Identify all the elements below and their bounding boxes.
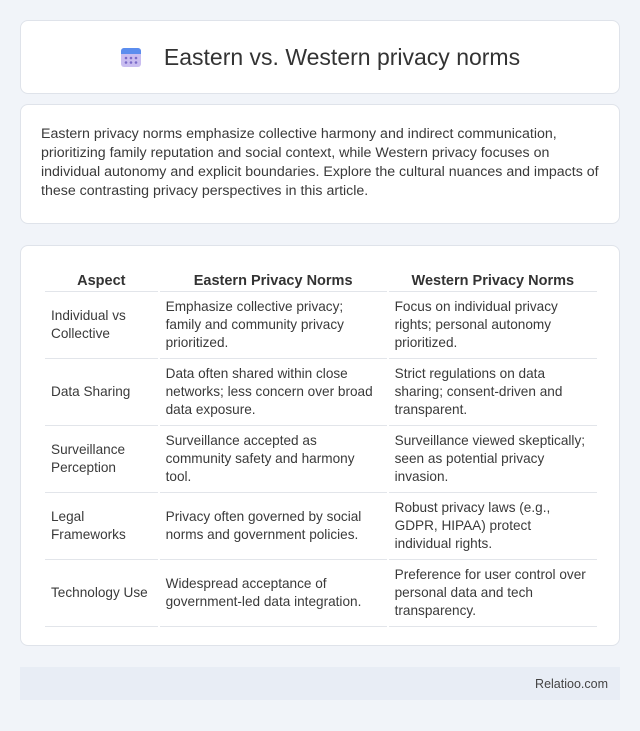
cell-western: Robust privacy laws (e.g., GDPR, HIPAA) protect individual rights. xyxy=(389,493,597,560)
cell-aspect: Data Sharing xyxy=(45,359,158,426)
table-row xyxy=(45,560,597,627)
header-aspect: Aspect xyxy=(45,266,158,292)
cell-eastern: Privacy often governed by social norms and government policies. xyxy=(160,493,387,560)
cell-aspect: Individual vs Collective xyxy=(45,292,158,359)
table-header-row xyxy=(45,266,597,292)
header-western: Western Privacy Norms xyxy=(389,266,597,292)
cell-aspect: Surveillance Perception xyxy=(45,426,158,493)
page-title: Eastern vs. Western privacy norms xyxy=(163,43,521,70)
calendar-icon xyxy=(120,46,142,68)
comparison-table xyxy=(43,266,599,627)
cell-western: Surveillance viewed skeptically; seen as potential privacy invasion. xyxy=(389,426,597,493)
footer xyxy=(20,667,620,700)
intro-card xyxy=(20,104,620,224)
footer-site-link[interactable]: Relatioo.com xyxy=(535,676,608,691)
cell-eastern: Widespread acceptance of government-led data integration. xyxy=(160,560,387,627)
cell-eastern: Emphasize collective privacy; family and community privacy prioritized. xyxy=(160,292,387,359)
cell-western: Strict regulations on data sharing; consent-driven and transparent. xyxy=(389,359,597,426)
title-wrap xyxy=(120,44,520,71)
cell-western: Focus on individual privacy rights; personal autonomy prioritized. xyxy=(389,292,597,359)
cell-western: Preference for user control over personal data and tech transparency. xyxy=(389,560,597,627)
intro-paragraph: Eastern privacy norms emphasize collective harmony and indirect communication, prioritizing family reputation and social context, while Western privacy focuses on individual autonomy and explicit boundaries. Explore the cultural nuances and impacts of these contrasting privacy perspectives in this article. xyxy=(41,126,599,199)
table-row xyxy=(45,426,597,493)
cell-aspect: Technology Use xyxy=(45,560,158,627)
cell-eastern: Data often shared within close networks; less concern over broad data exposure. xyxy=(160,359,387,426)
table-row xyxy=(45,493,597,560)
cell-eastern: Surveillance accepted as community safety and harmony tool. xyxy=(160,426,387,493)
cell-aspect: Legal Frameworks xyxy=(45,493,158,560)
title-card xyxy=(20,20,620,94)
table-card xyxy=(20,245,620,646)
table-row xyxy=(45,359,597,426)
table-row xyxy=(45,292,597,359)
header-eastern: Eastern Privacy Norms xyxy=(160,266,387,292)
